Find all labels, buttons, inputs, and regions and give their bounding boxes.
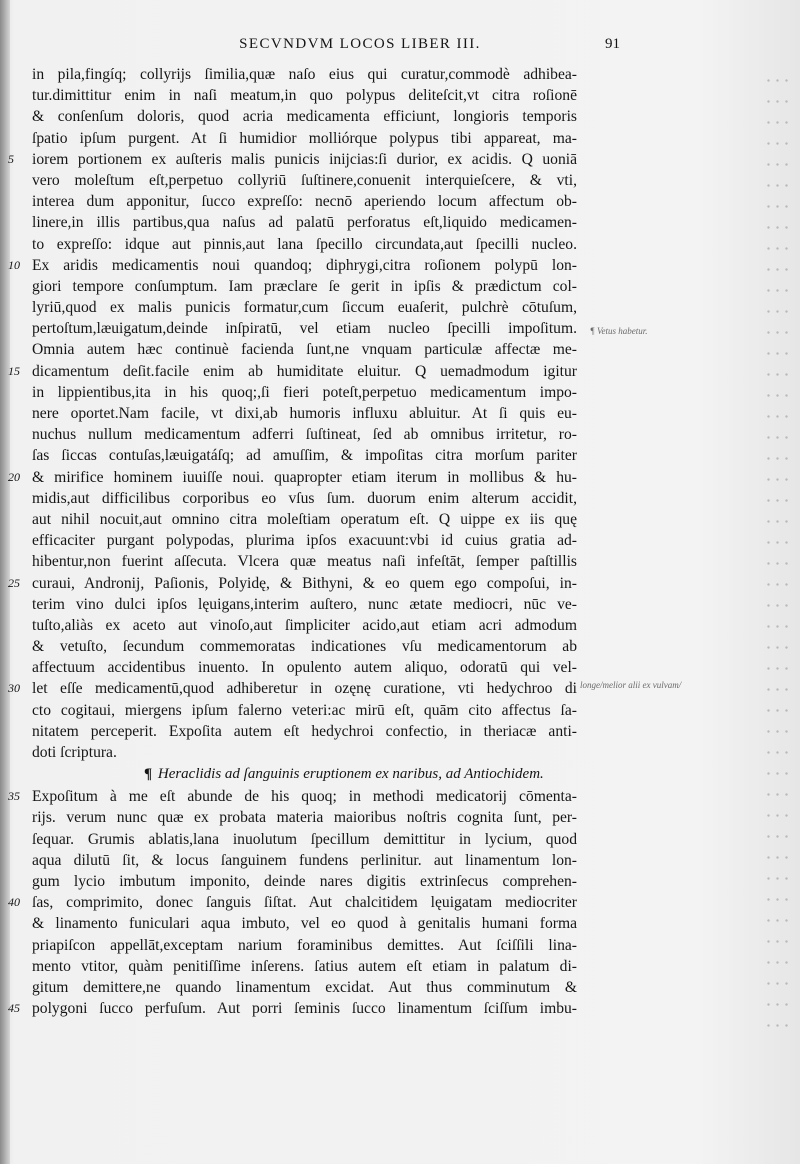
line-text: & mirifice hominem iuuiſſe noui. quapropter etiam iterum in mollibus & hu- [32,468,577,486]
line-text: in pila,fingíq; collyrijs ſimilia,quæ naſo eius qui curatur,commodè adhibea- [32,66,577,83]
line-text: ſas, comprimito, donec ſanguis ſiſtat. Aut chalcitidem lęuigatam mediocriter [32,894,577,912]
line-text: ſequar. Grumis ablatis,lana inuolutum ſpecillum demittitur in lycium, quod [32,830,577,848]
text-line [32,64,577,85]
main-text-block [8,64,577,1019]
running-header [140,36,620,53]
line-text: iorem portionem ex auſteris malis punicis inijcias:ſi durior, ex acidis. Q uoniā [32,150,577,168]
text-line [32,956,577,977]
text-line [32,871,577,892]
text-line [32,742,577,763]
line-text: Expoſitum à me eſt abunde de his quoq; in methodi medicatorij cōmenta- [32,788,577,806]
margin-note-lower: longe/melior alii ex vulvam/ [580,680,682,690]
text-line [32,657,577,678]
text-line [8,786,577,807]
text-line [8,255,577,276]
line-text: nuchus nullum medicamentum adferri ſuſtineat, ſed ab omnibus irritetur, ro- [32,426,577,444]
line-text: hibentur,non fuerint aſſecuta. Vlcera quæ meatus naſi infeſtāt, ſemper paſtillis [32,553,577,571]
running-title: SECVNDVM LOCOS LIBER III. [239,36,481,52]
text-line [32,977,577,998]
line-text: interea dum apponitur, ſucco expreſſo: necnō aperiendo locum affectum ob- [32,193,577,211]
text-line [32,551,577,572]
text-line [32,212,577,233]
line-text: & vetuſto, ſecundum commemoratas indicationes vſu medicamentorum ab [32,638,577,656]
line-text: aut nihil nocuit,aut omnino citra moleſtiam operatum eſt. Q uippe ex iis quę [32,510,577,528]
line-number: 30 [8,681,20,696]
text-line [32,424,577,445]
text-line [32,913,577,934]
line-number: 40 [8,895,20,910]
line-text: ſas ſiccas contuſas,læuigatáſq; ad amuſſim, & impoſitas citra morſum pariter [32,447,577,465]
line-text: pertoſtum,læuigatum,deinde inſpiratū, vel etiam nucleo ſpecilli impoſitum. [32,320,577,338]
line-text: Ex aridis medicamentis noui quandoq; diphrygi,citra roſionem polypū lon- [32,256,577,274]
line-number: 20 [8,469,20,484]
line-text: rijs. verum nunc quæ ex probata materia maioribus noſtris cognita ſunt, per- [32,809,577,827]
line-text: & conſenſum doloris, quod acria medicamenta efficiunt, longioris temporis [32,108,577,126]
text-line [8,149,577,170]
text-line [32,85,577,106]
pilcrow-mark: ¶ [144,766,153,783]
text-line [8,467,577,488]
line-text: aqua dilutū ſit, & locus ſanguinem fundens perlinitur. aut linamentum lon- [32,851,577,869]
text-line [32,339,577,360]
line-text: giori tempore conſumptum. Iam præclare ſe gerit in ipſis & prædictum col- [32,277,577,295]
text-line [8,998,577,1019]
section-heading-text: Heraclidis ad ſanguinis eruptionem ex naribus, ad Antiochidem. [157,766,544,783]
line-text: affectuum accidentibus inuento. In opulento autem aliquo, odoratū qui vel- [32,659,577,677]
text-line [32,403,577,424]
text-line [32,382,577,403]
line-number: 35 [8,789,20,804]
text-line [32,297,577,318]
line-text: Omnia autem hæc continuè facienda ſunt,ne vnquam particulæ affectæ me- [32,341,577,359]
text-line [8,573,577,594]
line-text: doti ſcriptura. [32,744,117,761]
line-text: to expreſſo: idque aut pinnis,aut lana ſpecillo circundata,aut ſpecilli nucleo. [32,235,577,253]
line-number: 25 [8,575,20,590]
line-text: lyriū,quod ex malis punicis formatur,cum ſiccum euaſerit, pulchrè cōtuſum, [32,299,577,317]
text-line [32,234,577,255]
paragraph-block-1 [8,64,577,763]
line-text: nere oportet.Nam facile, vt dixi,ab humoris influxu abluitur. At ſi quis eu- [32,405,577,422]
line-text: efficaciter purgant polypodas, plurima ipſos exacuunt:vbi id cuius gratia ad- [32,532,577,550]
line-number: 10 [8,257,20,272]
line-text: terim vino dulci ipſos lęuigans,interim auſtero, nunc ætate mediocri, nūc ve- [32,595,577,613]
line-text: mento vtitor, quàm penitiſſime inſerens. ſatius autem eſt etiam in palatum di- [32,957,577,975]
line-text: cto cogitaui, miergens ipſum falerno veteri:ac mirū eſt, quām cito affectus ſa- [32,701,577,719]
text-line [32,509,577,530]
text-line [32,170,577,191]
text-line [32,276,577,297]
line-text: gitum demittere,ne quando linamentum excidat. Aut thus comminutum & [32,978,577,996]
line-number: 5 [8,151,14,166]
line-text: & linamento funiculari aqua imbuto, vel eo quod à genitalis humani forma [32,915,577,933]
text-line [32,445,577,466]
text-line [32,594,577,615]
text-line [32,636,577,657]
line-text: curaui, Andronij, Paſionis, Polyidę, & Bithyni, & eo quem ego compoſui, in- [32,574,577,592]
text-line [32,128,577,149]
line-text: ſpatio ipſum purgent. At ſi humidior molliórque polypus tibi appareat, ma- [32,129,577,147]
line-text: polygoni ſucco perfuſum. Aut porri ſeminis ſucco linamentum ſciſſum imbu- [32,1000,577,1018]
section-heading [32,763,577,786]
line-text: tur.dimittitur enim in naſi meatum,in quo polypus deliteſcit,vt citra roſionē [32,87,577,105]
text-line [32,191,577,212]
text-line [32,850,577,871]
line-text: linere,in illis partibus,qua naſus ad palatū perforatus eſt,liquido medicamen- [32,214,577,232]
line-text: vero moleſtum eſt,perpetuo collyriū ſuſtinere,conuenit interquieſcere, & vti, [32,171,577,189]
text-line [8,892,577,913]
text-line [32,615,577,636]
text-line [32,530,577,551]
line-text: priapiſcon appellāt,exceptam narium foraminibus demittes. Aut ſciſſili lina- [32,936,577,954]
line-text: tuſto,aliàs ex aceto aut vinoſo,aut ſimpliciter acido,aut etiam acri admodum [32,616,577,634]
text-line [8,678,577,699]
show-through-marks [764,70,792,1030]
text-line [32,935,577,956]
text-line [32,488,577,509]
text-line [32,700,577,721]
text-line [32,106,577,127]
line-number: 15 [8,363,20,378]
line-number: 45 [8,1001,20,1016]
paragraph-block-2 [8,786,577,1019]
line-text: gum lycio imbutum imponito, deinde nares digitis extrinſecus comprehen- [32,872,577,890]
text-line [32,807,577,828]
page-number: 91 [605,36,620,52]
line-text: in lippientibus,ita in his quoq;,ſi fieri poteſt,perpetuo medicamentum impo- [32,383,577,401]
margin-note-upper: ¶ Vetus habetur. [590,326,648,336]
line-text: midis,aut difficilibus corporibus eo vſus ſum. duorum enim alterum accidit, [32,489,577,507]
text-line [32,829,577,850]
text-line [8,361,577,382]
text-line [32,721,577,742]
line-text: dicamentum deſit.facile enim ab humiditate eluitur. Q uemadmodum igitur [32,362,577,380]
text-line [32,318,577,339]
line-text: let eſſe medicamentū,quod adhiberetur in ozęnę curatione, vti hedychroo di [32,680,577,698]
line-text: nitatem perceperit. Expoſita autem eſt hedychroi confectio, in theriacæ anti- [32,722,577,740]
